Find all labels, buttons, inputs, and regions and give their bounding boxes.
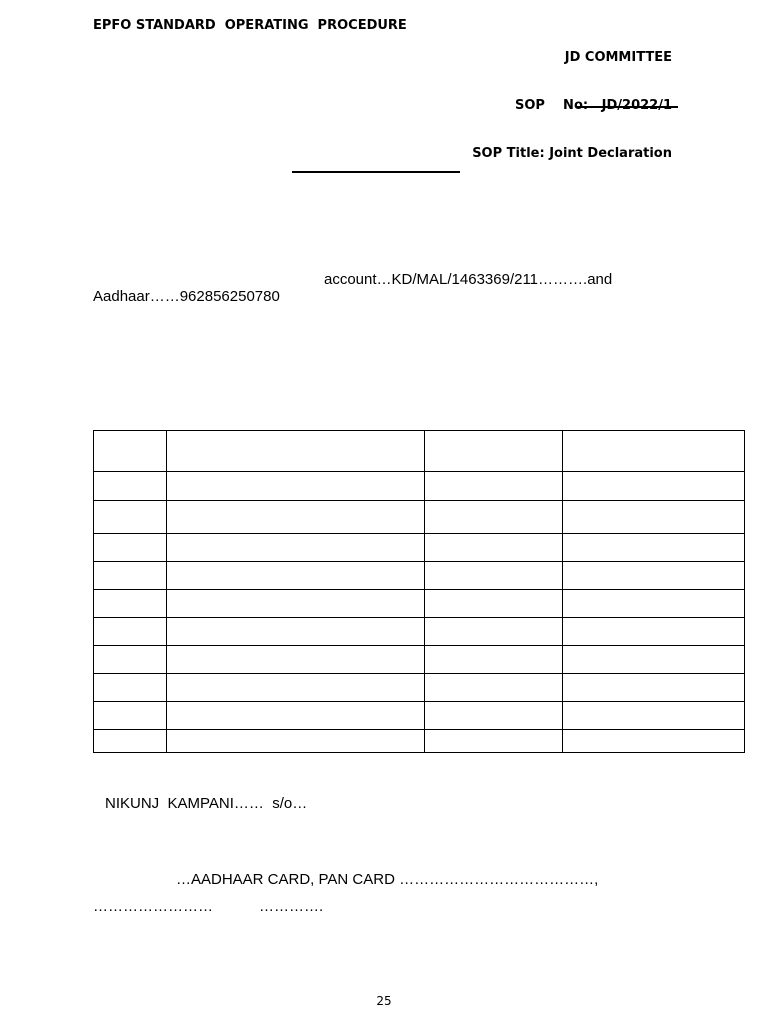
table-cell [94, 431, 167, 472]
table-cell [94, 674, 167, 702]
table-cell [425, 471, 563, 500]
table-cell [563, 674, 745, 702]
table-cell [563, 562, 745, 590]
table-cell [94, 646, 167, 674]
declarant-name-line: NIKUNJ KAMPANI…… s/o… [105, 795, 308, 812]
table-cell [425, 730, 563, 753]
table-cell [425, 646, 563, 674]
table-cell [425, 431, 563, 472]
table-row [94, 618, 745, 646]
table-cell [94, 500, 167, 533]
table-cell [167, 730, 425, 753]
table-cell [425, 534, 563, 562]
table-cell [563, 702, 745, 730]
table-row [94, 702, 745, 730]
table-cell [167, 618, 425, 646]
table-cell [167, 534, 425, 562]
table-cell [425, 618, 563, 646]
table-cell [167, 562, 425, 590]
table-row [94, 431, 745, 472]
table-cell [563, 590, 745, 618]
table-row [94, 674, 745, 702]
sop-number: SOP No: JD/2022/1 [515, 98, 672, 113]
table-cell [94, 590, 167, 618]
table-cell [94, 730, 167, 753]
table-row [94, 471, 745, 500]
underline-rule-center [292, 171, 460, 173]
table-cell [167, 590, 425, 618]
table-cell [167, 702, 425, 730]
table-cell [563, 646, 745, 674]
table-cell [167, 674, 425, 702]
aadhaar-line: Aadhaar……962856250780 [93, 288, 280, 305]
table-cell [94, 702, 167, 730]
table-cell [425, 500, 563, 533]
table-cell [425, 590, 563, 618]
table-cell [563, 500, 745, 533]
table-cell [425, 702, 563, 730]
table-cell [94, 618, 167, 646]
table-row [94, 590, 745, 618]
header-title: EPFO STANDARD OPERATING PROCEDURE [93, 18, 407, 33]
page-number: 25 [376, 994, 392, 1008]
table-cell [425, 562, 563, 590]
table-row [94, 500, 745, 533]
table-cell [94, 562, 167, 590]
table-cell [563, 534, 745, 562]
table-row [94, 646, 745, 674]
table-cell [563, 471, 745, 500]
table-cell [563, 618, 745, 646]
table-cell [94, 534, 167, 562]
underline-rule-top-right [577, 106, 678, 108]
table-cell [563, 431, 745, 472]
table-row [94, 562, 745, 590]
table-cell [167, 431, 425, 472]
table-cell [167, 471, 425, 500]
table-row [94, 730, 745, 753]
table-cell [563, 730, 745, 753]
table-cell [425, 674, 563, 702]
documents-line: …AADHAAR CARD, PAN CARD …………………………………, [176, 871, 599, 888]
account-line: account…KD/MAL/1463369/211……….and [324, 271, 613, 288]
declaration-table [93, 430, 745, 753]
table-cell [167, 500, 425, 533]
header-meta [472, 18, 672, 178]
blank-field-right: …………. [259, 898, 324, 915]
committee-label: JD COMMITTEE [564, 50, 672, 65]
sop-title: SOP Title: Joint Declaration [472, 146, 672, 161]
table-cell [94, 471, 167, 500]
blank-field-left: …………………… [93, 898, 213, 915]
table-cell [167, 646, 425, 674]
table-row [94, 534, 745, 562]
